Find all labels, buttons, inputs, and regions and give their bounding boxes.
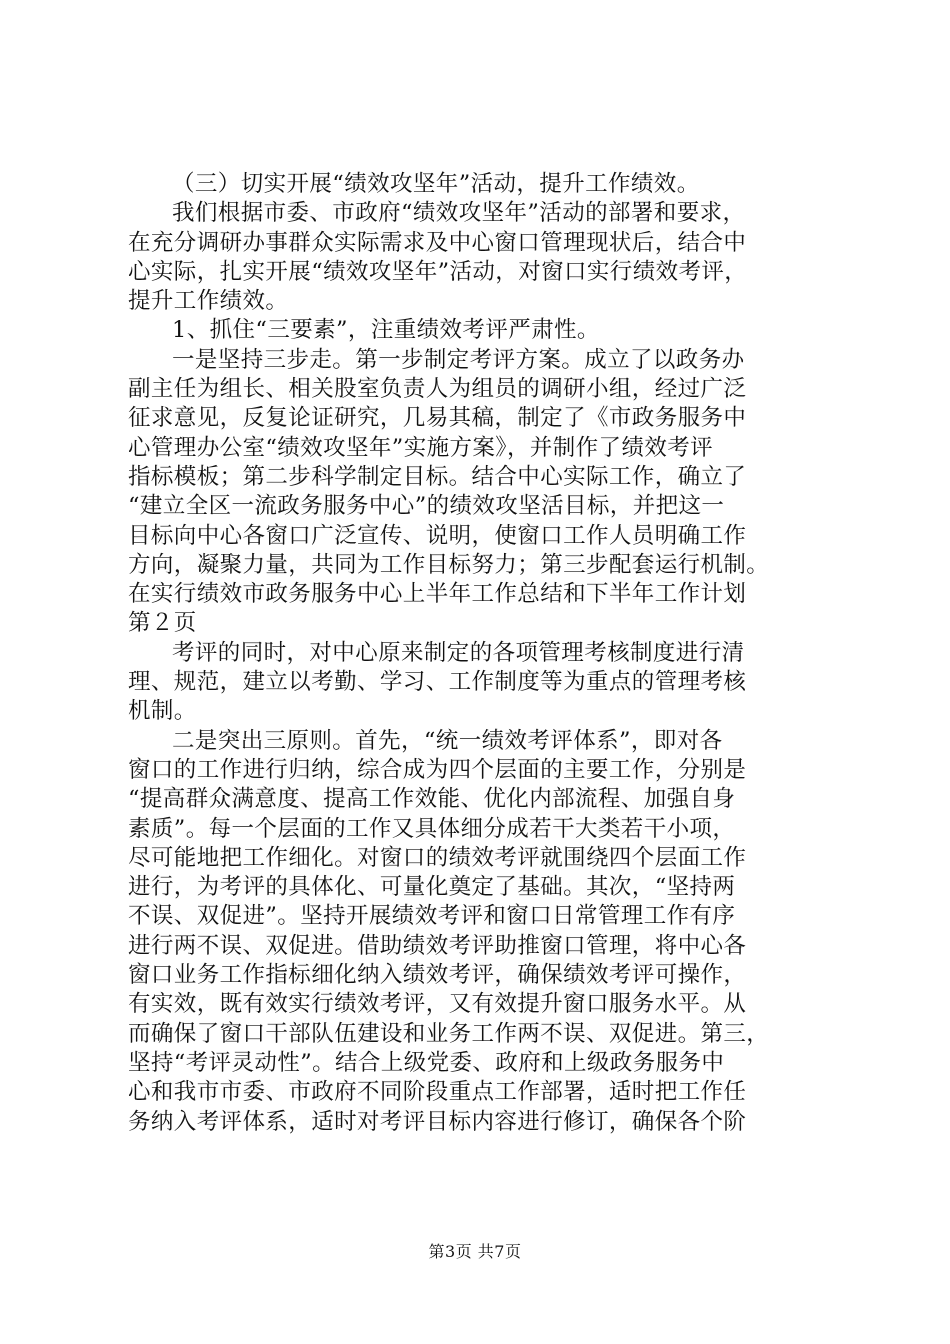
paragraph-line: 目标向中心各窗口广泛宣传、说明，使窗口工作人员明确工作: [128, 522, 747, 549]
document-body: [128, 170, 826, 1137]
page-footer: 第3页 共7页: [428, 1242, 522, 1261]
paragraph-line: 进行两不误、双促进。借助绩效考评助推窗口管理，将中心各: [128, 932, 747, 959]
paragraph-line: 二是突出三原则。首先，“统一绩效考评体系”，即对各: [172, 727, 723, 754]
paragraph-line: “提高群众满意度、提高工作效能、优化内部流程、加强自身: [128, 786, 736, 813]
inline-page-marker: 第２页: [128, 610, 197, 637]
subsection-heading: 1、抓住“三要素”，注重绩效考评严肃性。: [172, 317, 600, 344]
paragraph-line: 窗口的工作进行归纳，综合成为四个层面的主要工作，分别是: [128, 756, 747, 783]
paragraph-line: 有实效，既有效实行绩效考评，又有效提升窗口服务水平。从: [128, 991, 747, 1018]
paragraph-line: 心实际，扎实开展“绩效攻坚年”活动，对窗口实行绩效考评，: [128, 258, 748, 285]
paragraph-line: 一是坚持三步走。第一步制定考评方案。成立了以政务办: [172, 346, 745, 373]
paragraph-line: 务纳入考评体系，适时对考评目标内容进行修订，确保各个阶: [128, 1108, 747, 1135]
paragraph-line: 副主任为组长、相关股室负责人为组员的调研小组，经过广泛: [128, 376, 747, 403]
paragraph-line: 进行，为考评的具体化、可量化奠定了基础。其次，“坚持两: [128, 874, 736, 901]
paragraph-line: 尽可能地把工作细化。对窗口的绩效考评就围绕四个层面工作: [128, 844, 747, 871]
paragraph-line: 方向，凝聚力量，共同为工作目标努力；第三步配套运行机制。: [128, 551, 770, 578]
paragraph-line: 提升工作绩效。: [128, 288, 289, 315]
paragraph-line: 征求意见，反复论证研究，几易其稿，制定了《市政务服务中: [128, 405, 747, 432]
section-heading: （三）切实开展“绩效攻坚年”活动，提升工作绩效。: [172, 171, 700, 197]
paragraph-line: 我们根据市委、市政府“绩效攻坚年”活动的部署和要求，: [172, 200, 746, 227]
paragraph-line: 在实行绩效市政务服务中心上半年工作总结和下半年工作计划: [128, 581, 747, 608]
paragraph-line: 机制。: [128, 698, 197, 725]
paragraph-line: 而确保了窗口干部队伍建设和业务工作两不误、双促进。第三，: [128, 1020, 770, 1047]
paragraph-line: 心管理办公室“绩效攻坚年”实施方案》，并制作了绩效考评: [128, 434, 714, 461]
paragraph-line: 理、规范，建立以考勤、学习、工作制度等为重点的管理考核: [128, 669, 747, 696]
paragraph-line: 考评的同时，对中心原来制定的各项管理考核制度进行清: [172, 639, 745, 666]
paragraph-line: 不误、双促进”。坚持开展绩效考评和窗口日常管理工作有序: [128, 903, 736, 930]
paragraph-line: 指标模板；第二步科学制定目标。结合中心实际工作，确立了: [128, 463, 747, 490]
paragraph-line: 窗口业务工作指标细化纳入绩效考评，确保绩效考评可操作，: [128, 962, 747, 989]
paragraph-line: 在充分调研办事群众实际需求及中心窗口管理现状后，结合中: [128, 229, 747, 256]
paragraph-line: 素质”。每一个层面的工作又具体细分成若干大类若干小项，: [128, 815, 736, 842]
paragraph-line: 心和我市市委、市政府不同阶段重点工作部署，适时把工作任: [128, 1079, 747, 1106]
paragraph-line: “建立全区一流政务服务中心”的绩效攻坚活目标，并把这一: [128, 493, 725, 520]
paragraph-line: 坚持“考评灵动性”。结合上级党委、政府和上级政务服务中: [128, 1049, 725, 1076]
